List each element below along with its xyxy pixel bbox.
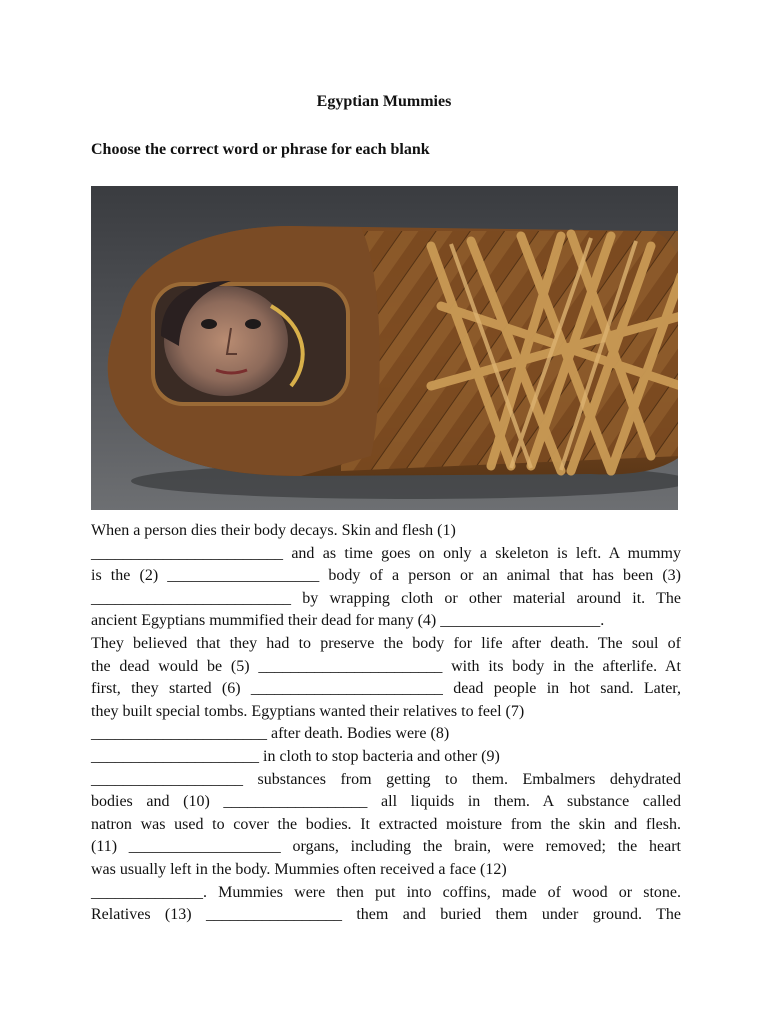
passage-line: _____________________ in cloth to stop bacteria and other (9)	[91, 747, 500, 765]
passage-line: When a person dies their body decays. Skin and flesh (1)	[91, 522, 456, 539]
page-title: Egyptian Mummies	[316, 93, 452, 110]
passage-line: (11) ___________________ organs, including the brain, were removed; the heart	[91, 838, 681, 856]
passage-line: is the (2) ___________________ body of a person or an animal that has been (3)	[91, 567, 681, 585]
passage-line: They believed that they had to preserve the body for life after death. The soul of	[91, 634, 681, 652]
passage-line: _________________________ by wrapping cloth or other material around it. The	[91, 589, 681, 607]
passage-line: ancient Egyptians mummified their dead for many (4) ____________________.	[91, 612, 605, 630]
passage-text	[91, 520, 681, 927]
passage-line: was usually left in the body. Mummies often received a face (12)	[91, 860, 507, 878]
passage-line: first, they started (6) ________________________ dead people in hot sand. Later,	[91, 680, 681, 698]
passage-line: ______________________ after death. Bodies were (8)	[91, 725, 450, 743]
passage-line: bodies and (10) __________________ all liquids in them. A substance called	[91, 793, 681, 811]
mummy-illustration	[91, 186, 678, 510]
passage-line: the dead would be (5) _______________________ with its body in the afterlife. At	[91, 657, 681, 675]
passage-line: ___________________ substances from getting to them. Embalmers dehydrated	[91, 770, 681, 788]
passage-line: they built special tombs. Egyptians wanted their relatives to feel (7)	[91, 702, 525, 720]
passage-line: natron was used to cover the bodies. It extracted moisture from the skin and flesh.	[91, 815, 681, 833]
mummy-photo	[91, 186, 678, 510]
passage-line: ________________________ and as time goes on only a skeleton is left. A mummy	[91, 544, 681, 562]
passage-line: ______________. Mummies were then put into coffins, made of wood or stone.	[91, 883, 681, 901]
instructions-heading: Choose the correct word or phrase for each blank	[91, 141, 430, 158]
passage-line: Relatives (13) _________________ them and buried them under ground. The	[91, 906, 681, 924]
